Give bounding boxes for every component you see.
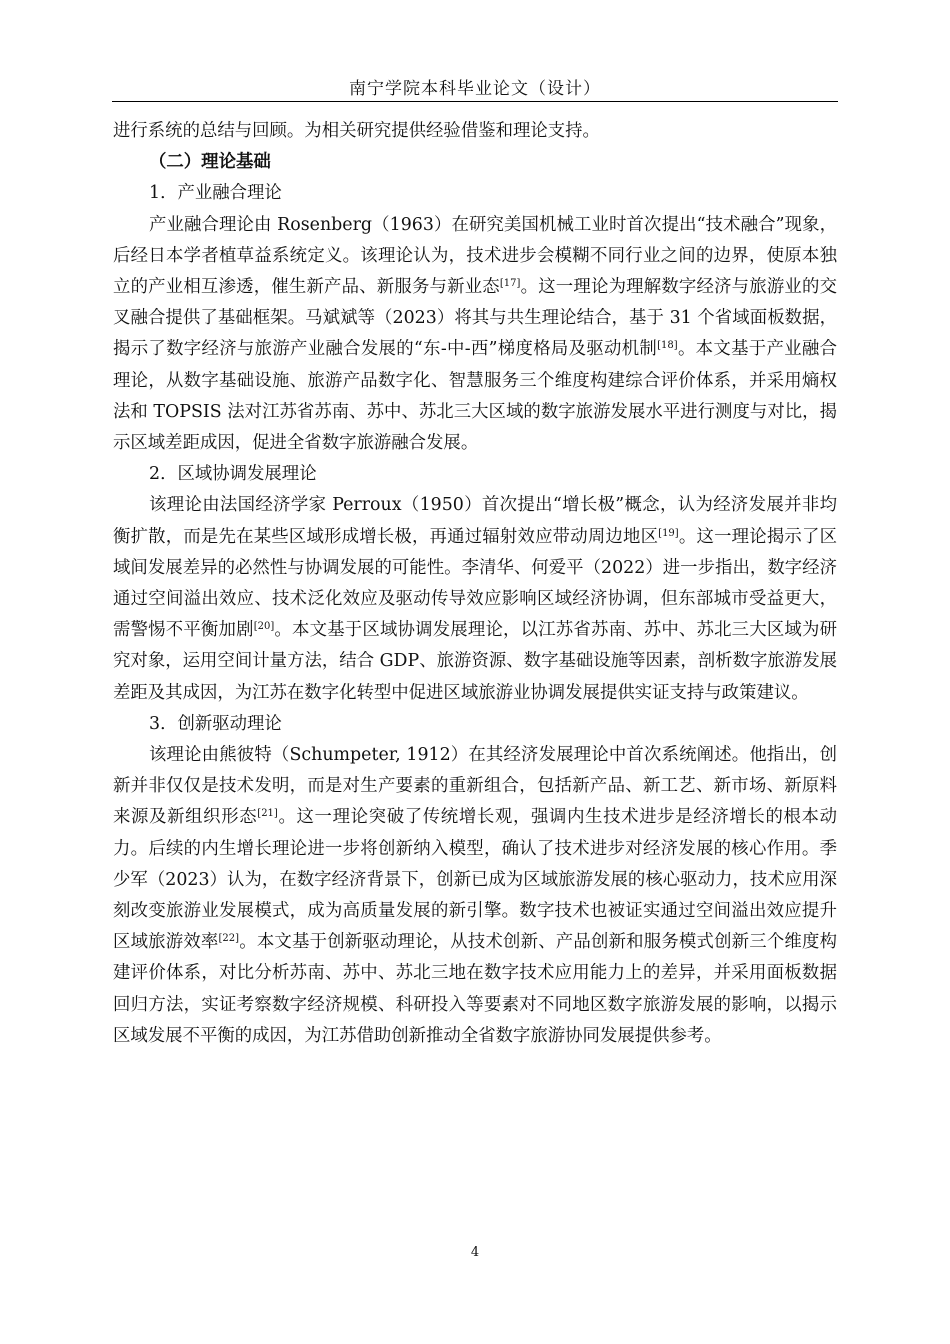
citation-ref: [21]: [257, 808, 278, 820]
running-header: 南宁学院本科毕业论文（设计）: [349, 79, 601, 99]
text-run: 产业融合理论由 Rosenberg（1963）在研究美国机械工业时首次提出“技术融合”现象，后经日本学者植草益系统定义。该理论认为，技术进步会模糊不同行业之间的边界，使原本独立的产业相互渗透，催生新产品、新服务与新业态: [113, 214, 837, 298]
subsection-heading-industry-convergence: 1．产业融合理论: [149, 183, 282, 204]
subsection-heading-regional-coordination: 2．区域协调发展理论: [149, 464, 317, 485]
text-run: 。本文基于区域协调发展理论，以江苏省苏南、苏中、苏北三大区域为研究对象，运用空间计量方法，结合 GDP、旅游资源、数字基础设施等因素，剖析数字旅游发展差距及其成因，为江苏在数字化转型中促进区域旅游业协调发展提供实证支持与政策建议。: [113, 620, 837, 703]
document-body: [113, 116, 837, 1052]
paragraph-industry-convergence: [113, 210, 837, 460]
text-run: 该理论由熊彼特（Schumpeter, 1912）在其经济发展理论中首次系统阐述。他指出，创新并非仅仅是技术发明，而是对生产要素的重新组合，包括新产品、新工艺、新市场、新原料来源及新组织形态: [113, 745, 837, 828]
text-run: 。本文基于产业融合理论，从数字基础设施、旅游产品数字化、智慧服务三个维度构建综合评价体系，并采用熵权法和 TOPSIS 法对江苏省苏南、苏中、苏北三大区域的数字旅游发展水平进行测度与对比，揭示区域差距成因，促进全省数字旅游融合发展。: [113, 339, 837, 454]
text-run: 。这一理论为理解数字经济与旅游业的交叉融合提供了基础框架。马斌斌等（2023）将其与共生理论结合，基于 31 个省域面板数据，揭示了数字经济与旅游产业融合发展的“东-中-西”梯度格局及驱动机制: [113, 277, 837, 360]
text-run: 该理论由法国经济学家 Perroux（1950）首次提出“增长极”概念，认为经济发展并非均衡扩散，而是先在某些区域形成增长极，再通过辐射效应带动周边地区: [113, 495, 837, 547]
citation-ref: [17]: [499, 278, 521, 290]
paragraph-regional-coordination: [113, 490, 837, 708]
subsection-heading-innovation-driven: 3．创新驱动理论: [149, 713, 282, 734]
citation-ref: [18]: [657, 340, 678, 352]
paragraph-innovation-driven: [113, 740, 837, 1052]
page-number: 4: [470, 1245, 480, 1260]
header-divider: [112, 101, 838, 102]
paragraph-continuation: 进行系统的总结与回顾。为相关研究提供经验借鉴和理论支持。: [113, 121, 600, 141]
text-run: 。这一理论揭示了区域间发展差异的必然性与协调发展的可能性。李清华、何爱平（2022）进一步指出，数字经济通过空间溢出效应、技术泛化效应及驱动传导效应影响区域经济协调，但东部城市受益更大，需警惕不平衡加剧: [113, 526, 837, 641]
citation-ref: [19]: [658, 527, 679, 539]
citation-ref: [20]: [253, 621, 275, 633]
text-run: 。这一理论突破了传统增长观，强调内生技术进步是经济增长的根本动力。后续的内生增长理论进一步将创新纳入模型，确认了技术进步对经济发展的核心作用。季少军（2023）认为，在数字经济背景下，创新已成为区域旅游发展的核心驱动力，技术应用深刻改变旅游业发展模式，成为高质量发展的新引擎。数字技术也被证实通过空间溢出效应提升区域旅游效率: [113, 807, 837, 953]
section-heading: （二）理论基础: [149, 152, 271, 173]
citation-ref: [22]: [218, 933, 240, 945]
text-run: 。本文基于创新驱动理论，从技术创新、产品创新和服务模式创新三个维度构建评价体系，对比分析苏南、苏中、苏北三地在数字技术应用能力上的差异，并采用面板数据回归方法，实证考察数字经济规模、科研投入等要素对不同地区数字旅游发展的影响，以揭示区域发展不平衡的成因，为江苏借助创新推动全省数字旅游协同发展提供参考。: [113, 932, 837, 1046]
